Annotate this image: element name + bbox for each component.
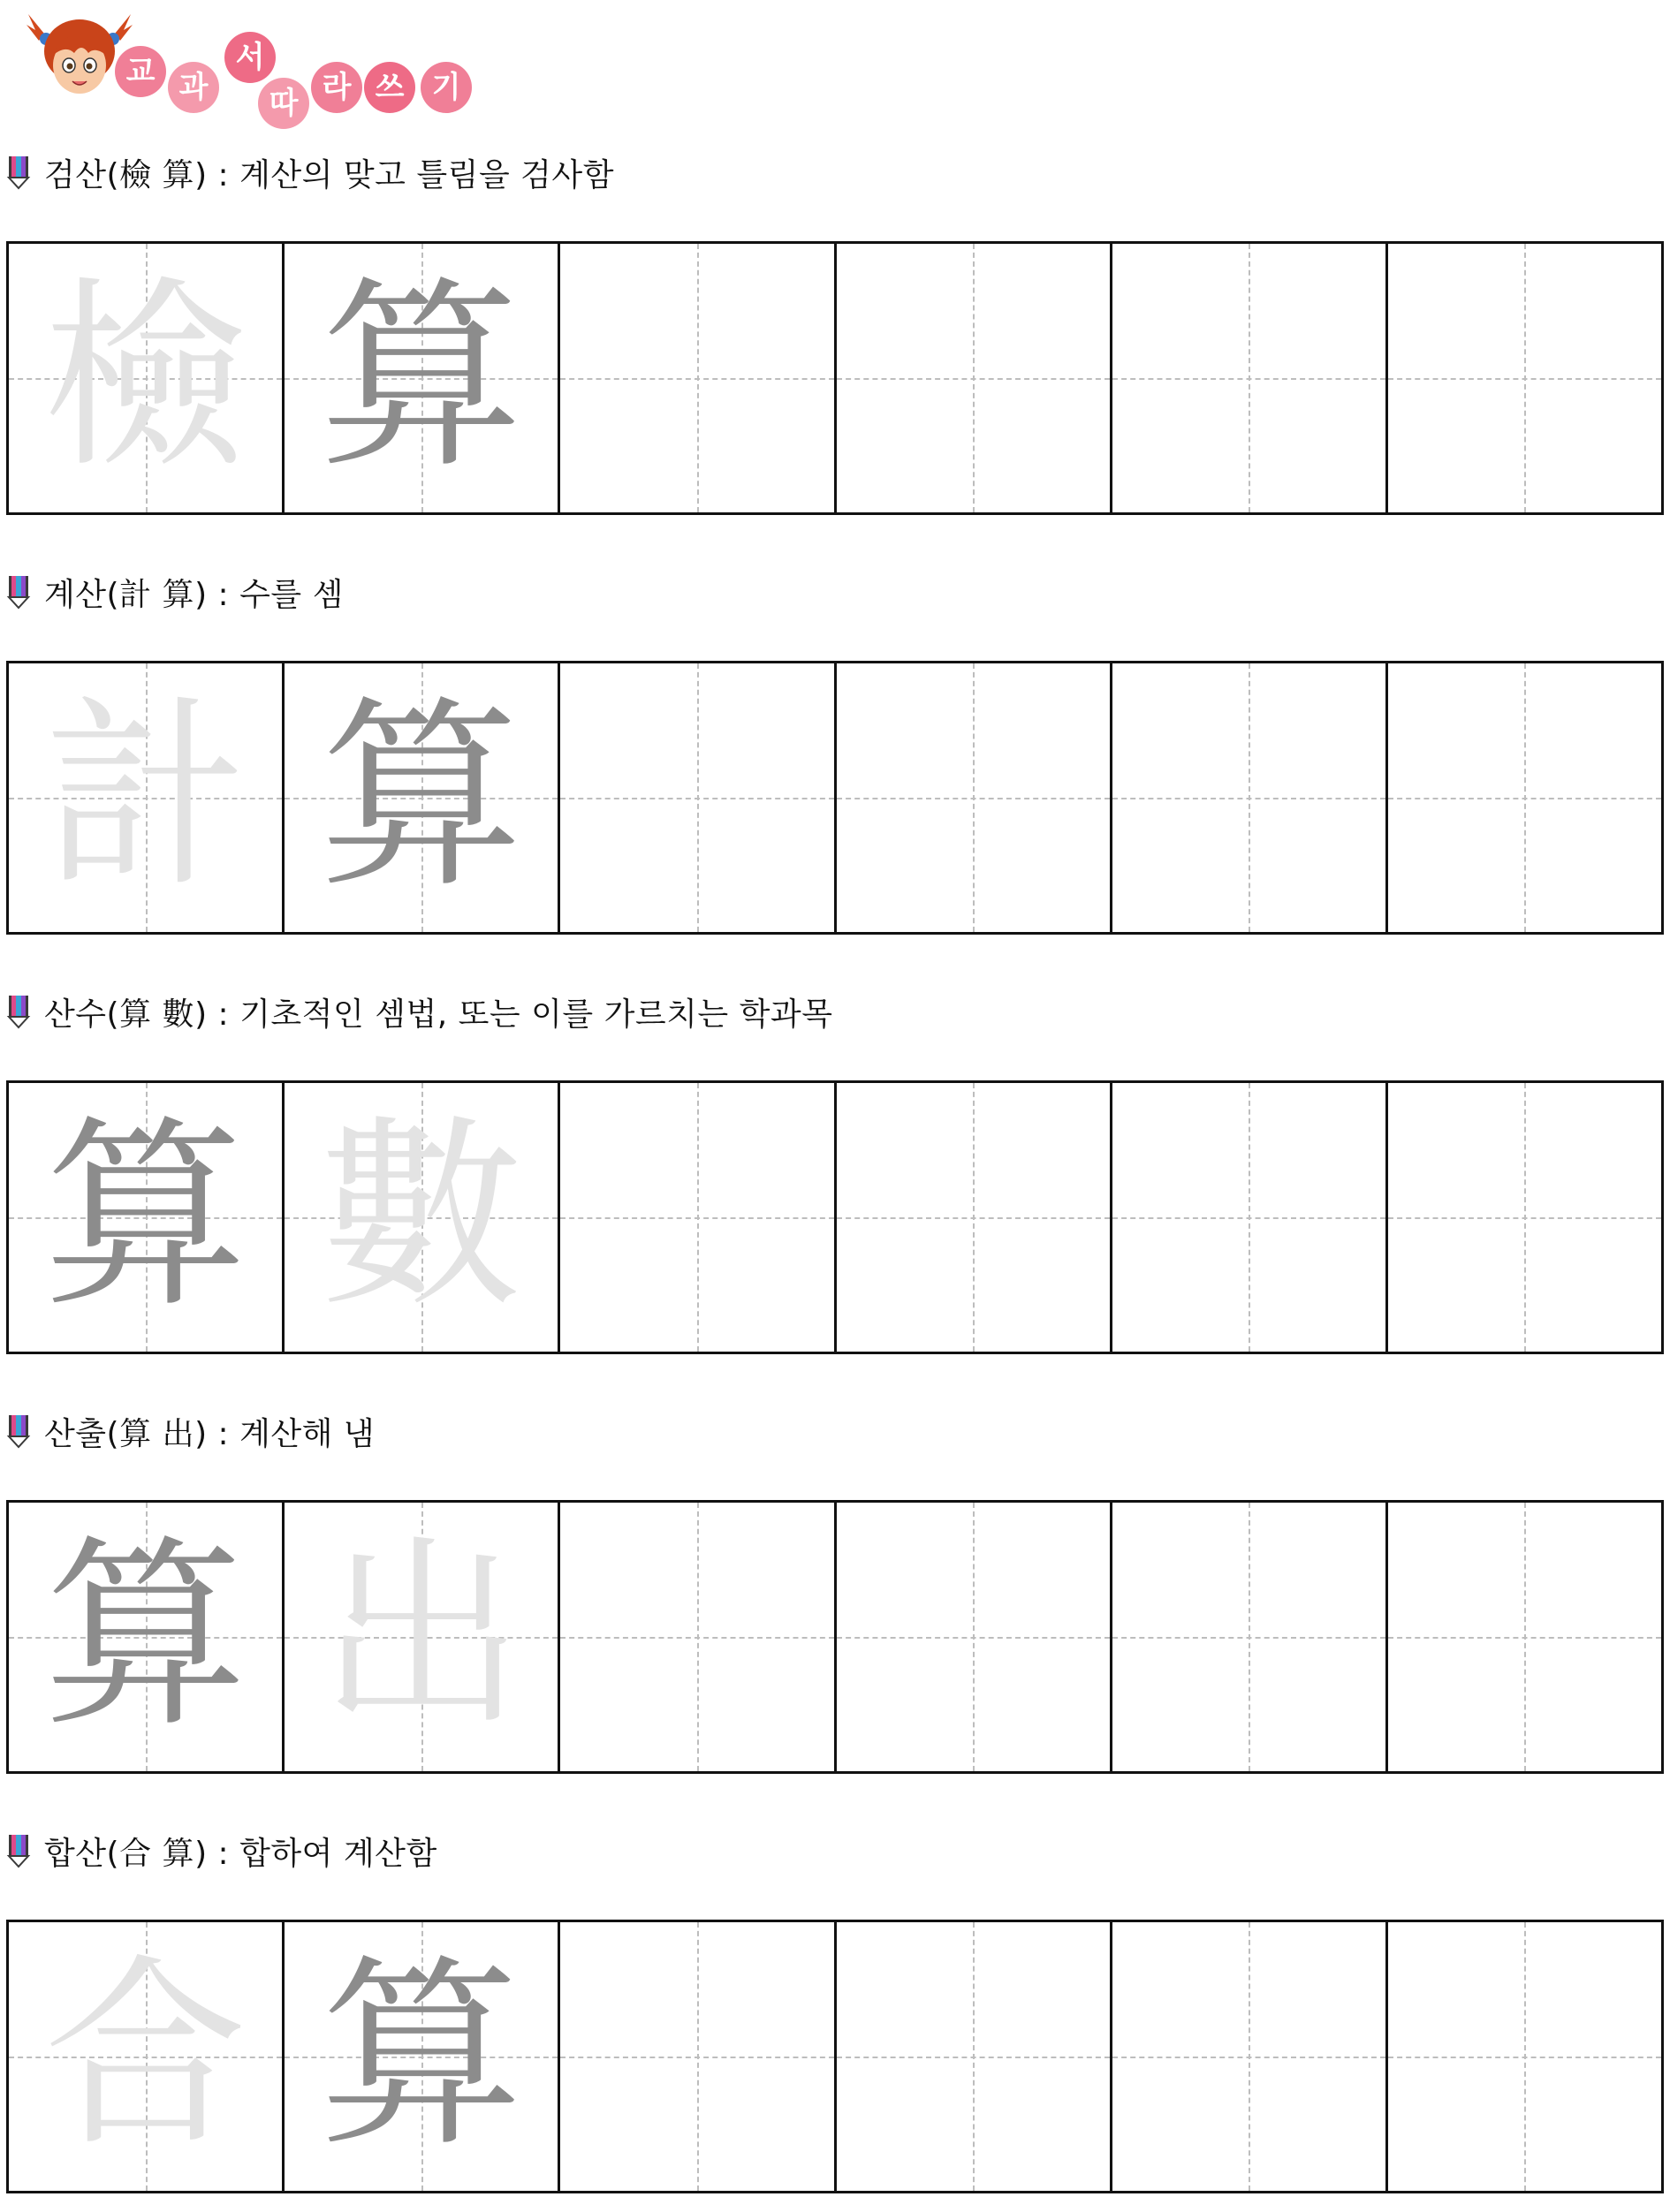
horizontal-guide-line <box>1388 378 1661 380</box>
logo-bubble: 교 <box>115 46 166 97</box>
horizontal-guide-line <box>1112 2057 1385 2058</box>
horizontal-guide-line <box>837 798 1110 799</box>
model-character: 算 <box>319 1938 523 2174</box>
logo-bubble: 서 <box>224 32 276 83</box>
tracing-character: 數 <box>319 1099 523 1335</box>
word-reading: 산수( <box>44 996 120 1033</box>
horizontal-guide-line <box>560 1217 833 1219</box>
writing-cell[interactable] <box>1388 1503 1661 1771</box>
writing-cell[interactable] <box>837 663 1112 932</box>
word-title <box>0 1409 375 1453</box>
writing-cell <box>285 663 560 932</box>
logo-bubble: 기 <box>421 62 472 113</box>
logo-bubble: 과 <box>168 62 219 113</box>
writing-cell <box>9 1503 285 1771</box>
word-title <box>0 989 832 1034</box>
pencil-icon <box>5 574 32 610</box>
word-title <box>0 1829 437 1873</box>
writing-cell[interactable] <box>560 663 836 932</box>
writing-cell[interactable] <box>837 1503 1112 1771</box>
logo-bubble: 쓰 <box>364 62 415 113</box>
horizontal-guide-line <box>560 1637 833 1639</box>
writing-cell <box>9 1083 285 1352</box>
word-title-text <box>44 1409 375 1454</box>
writing-cell[interactable] <box>1388 1083 1661 1352</box>
writing-cell[interactable] <box>1112 1922 1388 2191</box>
horizontal-guide-line <box>560 798 833 799</box>
writing-cell[interactable] <box>560 1922 836 2191</box>
word-hanja: 算 數 <box>119 996 195 1033</box>
word-meaning: ) : 기초적인 셈법, 또는 이를 가르치는 학과목 <box>194 996 833 1033</box>
writing-cell[interactable] <box>1388 1922 1661 2191</box>
writing-cell[interactable] <box>837 1922 1112 2191</box>
writing-grid <box>6 1500 1664 1774</box>
model-character: 算 <box>43 1099 247 1335</box>
word-hanja: 算 出 <box>119 1415 195 1452</box>
writing-cell[interactable] <box>1388 244 1661 512</box>
writing-cell[interactable] <box>1388 663 1661 932</box>
horizontal-guide-line <box>837 1217 1110 1219</box>
horizontal-guide-line <box>560 378 833 380</box>
logo-bubble: 라 <box>311 62 362 113</box>
word-title-text <box>44 1829 437 1874</box>
horizontal-guide-line <box>1388 798 1661 799</box>
writing-grid <box>6 241 1664 515</box>
writing-cell <box>285 1083 560 1352</box>
pencil-icon <box>5 994 32 1029</box>
tracing-character: 檢 <box>43 260 247 496</box>
horizontal-guide-line <box>1112 378 1385 380</box>
tracing-character: 出 <box>319 1519 523 1754</box>
word-meaning: ) : 수를 셈 <box>194 576 344 613</box>
word-title <box>0 570 344 614</box>
word-reading: 계산( <box>44 576 120 613</box>
model-character: 算 <box>319 679 523 915</box>
tracing-character: 合 <box>43 1938 247 2174</box>
word-title-text <box>44 150 614 195</box>
horizontal-guide-line <box>1388 1637 1661 1639</box>
horizontal-guide-line <box>837 378 1110 380</box>
writing-cell[interactable] <box>1112 1083 1388 1352</box>
pencil-icon <box>5 155 32 190</box>
horizontal-guide-line <box>1112 1217 1385 1219</box>
word-hanja: 檢 算 <box>119 156 195 193</box>
word-meaning: ) : 합하여 계산함 <box>194 1835 437 1872</box>
word-reading: 검산( <box>44 156 120 193</box>
word-hanja: 計 算 <box>119 576 195 613</box>
word-title-text <box>44 989 832 1034</box>
writing-grid <box>6 1080 1664 1354</box>
writing-cell[interactable] <box>837 244 1112 512</box>
writing-cell[interactable] <box>837 1083 1112 1352</box>
writing-grid <box>6 1920 1664 2193</box>
word-hanja: 合 算 <box>119 1835 195 1872</box>
writing-cell[interactable] <box>1112 1503 1388 1771</box>
worksheet-logo <box>27 7 486 122</box>
word-title-text <box>44 570 344 615</box>
writing-cell <box>285 1503 560 1771</box>
writing-cell[interactable] <box>560 244 836 512</box>
writing-cell <box>9 1922 285 2191</box>
horizontal-guide-line <box>837 1637 1110 1639</box>
word-meaning: ) : 계산의 맞고 틀림을 검사함 <box>194 156 614 193</box>
writing-cell[interactable] <box>560 1503 836 1771</box>
word-reading: 합산( <box>44 1835 120 1872</box>
writing-cell <box>9 663 285 932</box>
horizontal-guide-line <box>837 2057 1110 2058</box>
word-title <box>0 150 614 194</box>
writing-cell <box>9 244 285 512</box>
horizontal-guide-line <box>1388 1217 1661 1219</box>
model-character: 算 <box>319 260 523 496</box>
horizontal-guide-line <box>1112 1637 1385 1639</box>
writing-cell[interactable] <box>560 1083 836 1352</box>
horizontal-guide-line <box>560 2057 833 2058</box>
word-meaning: ) : 계산해 냄 <box>194 1415 376 1452</box>
writing-cell <box>285 1922 560 2191</box>
writing-cell <box>285 244 560 512</box>
writing-grid <box>6 661 1664 935</box>
writing-cell[interactable] <box>1112 663 1388 932</box>
pencil-icon <box>5 1413 32 1449</box>
pencil-icon <box>5 1833 32 1868</box>
horizontal-guide-line <box>1112 798 1385 799</box>
horizontal-guide-line <box>1388 2057 1661 2058</box>
tracing-character: 計 <box>43 679 247 915</box>
word-reading: 산출( <box>44 1415 120 1452</box>
logo-bubble: 따 <box>258 78 309 129</box>
model-character: 算 <box>43 1519 247 1754</box>
writing-cell[interactable] <box>1112 244 1388 512</box>
